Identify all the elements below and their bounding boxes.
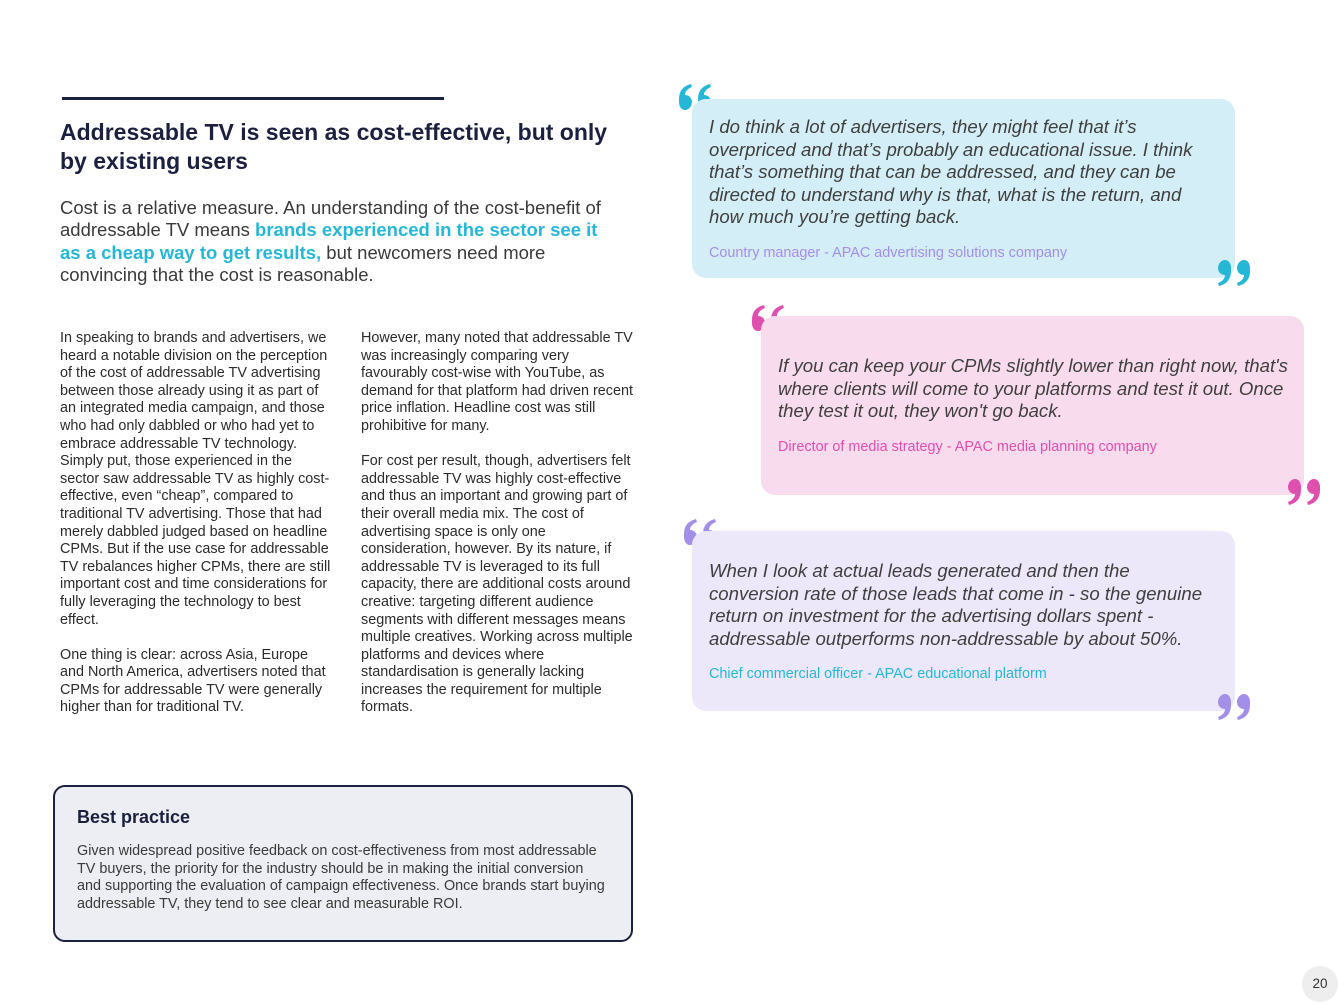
best-practice-box	[53, 785, 633, 942]
quote-card-3	[692, 531, 1235, 711]
quote-text: When I look at actual leads generated and then the conversion rate of those leads that come in - so the genuine return on investment for the advertising dollars spent - addressable outperforms non-addressable by about 50%.	[709, 560, 1203, 649]
close-quote-icon	[1214, 258, 1252, 290]
close-quote-icon	[1284, 477, 1322, 509]
best-practice-title: Best practice	[77, 807, 191, 827]
quote-text: I do think a lot of advertisers, they might feel that it’s overpriced and that’s probably an educational issue. I think that’s something that can be addressed, and they can be directed to understand why is that, what is the return, and how much you’re getting back.	[709, 116, 1193, 227]
quote-text: If you can keep your CPMs slightly lower than right now, that's where clients will come to your platforms and test it out. Once they test it out, they won't go back.	[778, 355, 1288, 421]
quote-attribution: Director of media strategy - APAC media planning company	[778, 438, 1157, 455]
close-quote-icon	[1214, 692, 1252, 724]
body-paragraph: However, many noted that addressable TV was increasingly comparing very favourably cost-wise with YouTube, as demand for that platform had driven recent price inflation. Headline cost was still prohibitive for many.	[361, 330, 633, 434]
body-paragraph: One thing is clear: across Asia, Europe and North America, advertisers noted that CPMs for addressable TV were generally higher than for traditional TV.	[60, 646, 326, 716]
quote-attribution: Country manager - APAC advertising solutions company	[709, 244, 1068, 261]
best-practice-text: Given widespread positive feedback on cost-effectiveness from most addressable TV buyers, the priority for the industry should be in making the initial conversion and supporting the evaluation of campaign effectiveness. Once brands start buying addressable TV, they tend to see clear and measurable ROI.	[77, 843, 605, 912]
body-column-left	[60, 330, 334, 735]
page-title: Addressable TV is seen as cost-effective, but only by existing users	[60, 119, 608, 174]
intro-text-after: but newcomers need more convincing that the cost is reasonable.	[60, 241, 546, 285]
quote-card-2	[761, 316, 1304, 495]
page-number: 20	[1302, 966, 1338, 1002]
heading-rule	[62, 97, 444, 100]
body-paragraph: For cost per result, though, advertisers felt addressable TV was highly cost-effective and thus an important and growing part of their overall media mix. The cost of advertising space is only one consideration, however. By its nature, if addressable TV is leveraged to its full capacity, there are additional costs around creative: targeting different audience segments with different messages means multiple creatives. Working across multiple platforms and devices where standardisation is generally lacking increases the requirement for multiple formats.	[361, 453, 633, 716]
quote-attribution: Chief commercial officer - APAC educational platform	[709, 666, 1047, 682]
intro-paragraph	[60, 197, 620, 286]
intro-highlight: brands experienced in the sector see it as a cheap way to get results,	[60, 219, 598, 263]
quote-card-1	[692, 99, 1235, 278]
body-column-right	[361, 330, 633, 735]
intro-text-before: Cost is a relative measure. An understanding of the cost-benefit of addressable TV means	[60, 197, 601, 241]
body-paragraph: In speaking to brands and advertisers, we heard a notable division on the perception of the cost of addressable TV advertising between those already using it as part of an integrated media campaign, and those who had only dabbled or who had yet to embrace addressable TV technology. Simply put, those experienced in the sector saw addressable TV as highly cost-effective, even “cheap”, compared to traditional TV advertising. Those that had merely dabbled judged based on headline CPMs. But if the use case for addressable TV rebalances higher CPMs, there are still important cost and time considerations for fully leveraging the technology to best effect.	[60, 330, 331, 628]
